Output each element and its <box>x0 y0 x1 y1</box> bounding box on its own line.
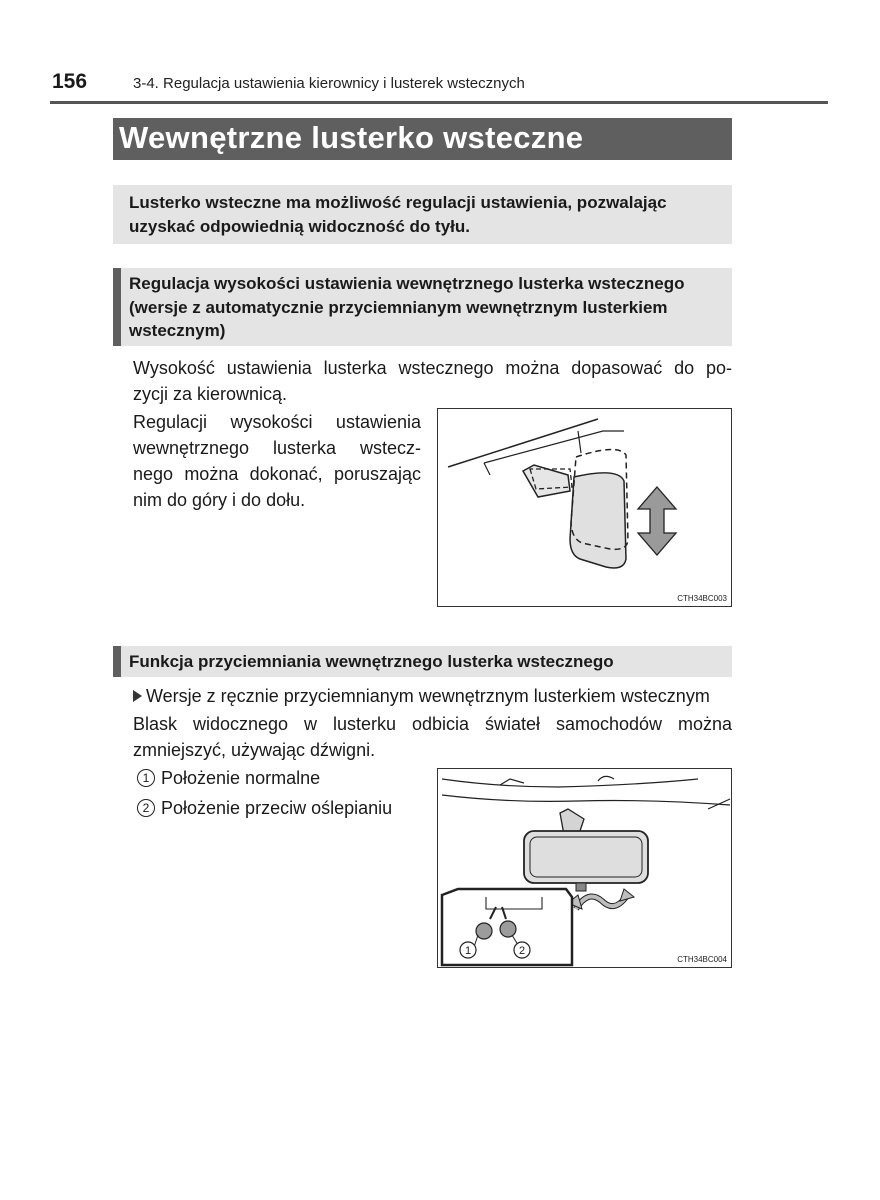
paragraph-line: zycji za kierownicą. <box>133 384 288 404</box>
figure-code: CTH34BC003 <box>677 594 727 603</box>
paragraph-line: wewnętrznego lusterka wstecz- <box>133 438 421 458</box>
list-item-label: Położenie przeciw oślepianiu <box>161 798 393 818</box>
figure-code: CTH34BC004 <box>677 955 727 964</box>
mirror-dimming-illustration <box>438 769 733 969</box>
page-title-bar <box>113 118 732 160</box>
section-heading-dimming <box>113 646 732 677</box>
page-title: Wewnętrzne lusterko wsteczne <box>119 120 584 155</box>
section-heading-text: Funkcja przyciemniania wewnętrznego lusterka wstecznego <box>129 652 614 671</box>
intro-box <box>113 185 732 244</box>
section-heading-text: Regulacja wysokości ustawienia wewnętrznego lusterka wstecznego (wersje z automatycznie przyciemnianym wewnętrznym lusterkiem wstecznym) <box>129 274 685 340</box>
paragraph-line: Regulacji wysokości ustawienia <box>133 412 421 432</box>
section-heading-height-adjust <box>113 268 732 346</box>
paragraph-line: nego można dokonać, poruszając <box>133 464 421 484</box>
list-item <box>137 765 427 791</box>
paragraph-line: nim do góry i do dołu. <box>133 490 306 510</box>
list-item-label: Położenie normalne <box>161 768 321 788</box>
mirror-height-illustration <box>438 409 733 608</box>
variant-text: Wersje z ręcznie przyciemnianym wewnętrznym lusterkiem wstecznym <box>146 686 710 706</box>
figure-mirror-dimming <box>437 768 732 968</box>
figure-mirror-height <box>437 408 732 607</box>
chapter-title: 3-4. Regulacja ustawienia kierownicy i lusterek wstecznych <box>133 75 525 92</box>
circled-number: 1 <box>137 769 155 787</box>
paragraph-line: Wysokość ustawienia lusterka wstecznego można dopasować do po- <box>133 358 732 378</box>
triangle-bullet-icon <box>133 690 142 702</box>
intro-text: Lusterko wsteczne ma możliwość regulacji ustawienia, pozwalając uzyskać odpowiednią widoczność do tyłu. <box>129 193 667 236</box>
list-item <box>137 795 427 821</box>
callout-number: 2 <box>518 945 526 957</box>
paragraph-line: zmniejszyć, używając dźwigni. <box>133 740 376 760</box>
circled-number: 2 <box>137 799 155 817</box>
paragraph-line: Blask widocznego w lusterku odbicia świateł samochodów można <box>133 714 732 734</box>
page-number: 156 <box>52 70 88 93</box>
variant-line <box>133 683 732 709</box>
callout-number: 1 <box>464 945 472 957</box>
